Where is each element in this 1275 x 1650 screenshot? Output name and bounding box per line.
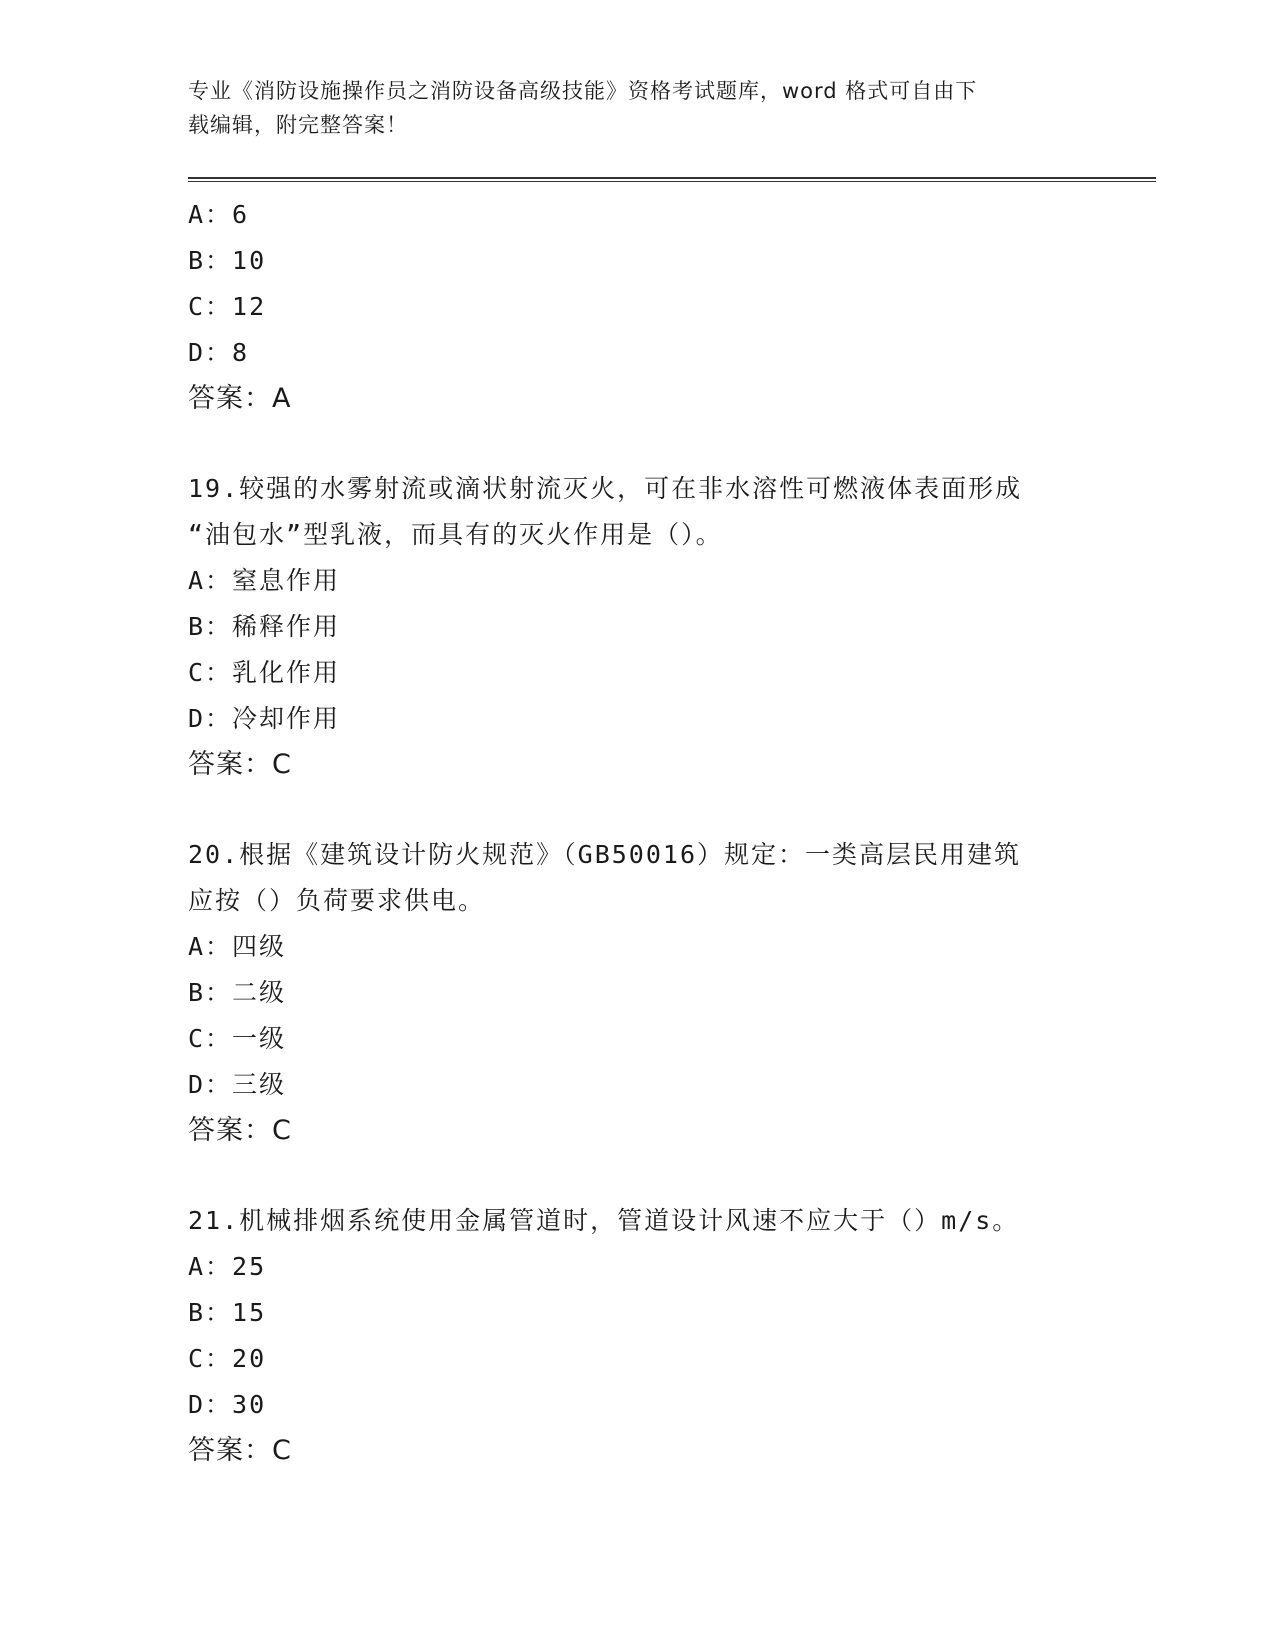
document-header: [188, 74, 1088, 142]
option-b: B：二级: [188, 978, 287, 1007]
answer-label: 答案：C: [188, 1115, 292, 1146]
option-b: B：10: [188, 246, 267, 275]
question-20-block: [188, 832, 1088, 1154]
header-divider-thin: [188, 181, 1156, 182]
answer-label: 答案：C: [188, 749, 292, 780]
option-b: B：稀释作用: [188, 612, 341, 641]
answer-label: 答案：C: [188, 1435, 292, 1466]
option-a: A：四级: [188, 932, 287, 961]
answer-label: 答案：A: [188, 383, 292, 414]
question-text-line-1: 21.机械排烟系统使用金属管道时，管道设计风速不应大于（）m/s。: [188, 1206, 1020, 1235]
question-text-line-1: 19.较强的水雾射流或滴状射流灭火，可在非水溶性可燃液体表面形成: [188, 474, 1023, 503]
header-title-line-2: 载编辑，附完整答案！: [188, 113, 408, 137]
question-text-line-2: 应按（）负荷要求供电。: [188, 886, 486, 915]
question-21-block: [188, 1198, 1088, 1474]
option-a: A：窒息作用: [188, 566, 341, 595]
question-18-block: [188, 192, 1088, 422]
option-c: C：12: [188, 292, 267, 321]
question-19-block: [188, 466, 1088, 788]
question-list: [188, 192, 1088, 1474]
option-a: A：25: [188, 1252, 267, 1281]
option-c: C：乳化作用: [188, 658, 341, 687]
option-d: D：冷却作用: [188, 704, 341, 733]
question-text-line-2: “油包水”型乳液，而具有的灭火作用是（）。: [188, 520, 723, 549]
option-b: B：15: [188, 1298, 267, 1327]
option-c: C：20: [188, 1344, 267, 1373]
option-d: D：30: [188, 1390, 267, 1419]
header-divider-thick: [188, 177, 1156, 179]
question-text-line-1: 20.根据《建筑设计防火规范》（GB50016）规定：一类高层民用建筑: [188, 840, 1022, 869]
option-a: A：6: [188, 200, 250, 229]
option-c: C：一级: [188, 1024, 287, 1053]
header-title-line-1: 专业《消防设施操作员之消防设备高级技能》资格考试题库，word 格式可自由下: [188, 79, 978, 103]
option-d: D：三级: [188, 1070, 287, 1099]
option-d: D：8: [188, 338, 250, 367]
